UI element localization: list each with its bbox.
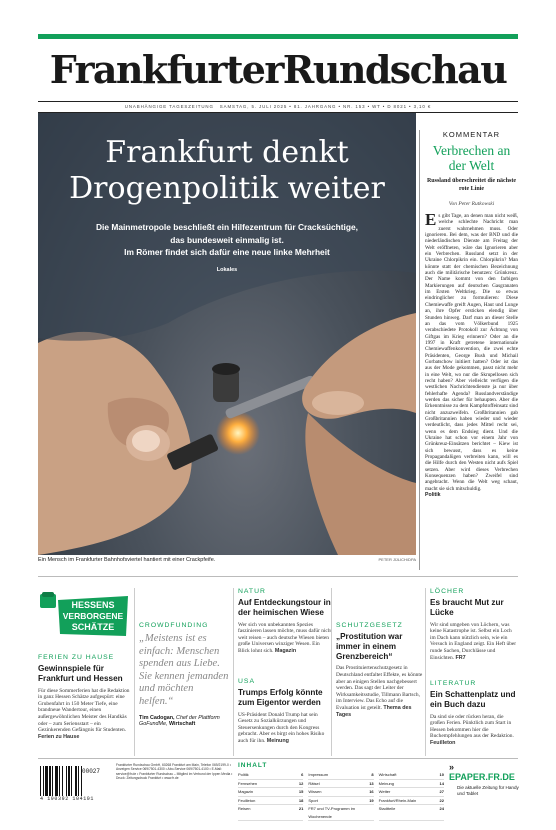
- teaser-section-ref[interactable]: Meinung: [266, 737, 289, 744]
- teaser-title[interactable]: Gewinnspiele für Frankfurt und Hessen: [38, 664, 123, 683]
- toc-label: Politik: [238, 772, 249, 777]
- drop-cap: E: [425, 210, 437, 229]
- teaser-kicker: LÖCHER: [430, 588, 465, 595]
- teaser-title[interactable]: Trumps Erfolg könnte zum Eigentor werden: [238, 688, 323, 707]
- teaser-text: Da sind sie oder rücken heran, die großen Ferien. Pünktlich zum Start in Hessen bekommen hier die Buchempfehlungen aus der Redaktion.: [430, 713, 514, 740]
- hero-photo[interactable]: [38, 113, 416, 555]
- toc-label: Impressum: [308, 772, 329, 777]
- divider: [38, 758, 518, 759]
- toc-title: INHALT: [238, 762, 268, 769]
- toc-item[interactable]: [238, 771, 303, 780]
- teaser-schutzgesetz[interactable]: [336, 622, 424, 718]
- quote-source-name: Tim Cadogan,: [139, 714, 175, 721]
- teaser-kicker: CROWDFUNDING: [139, 622, 209, 629]
- commentary-body: [425, 210, 518, 499]
- toc-page: 18: [298, 797, 304, 803]
- issue-date: SAMSTAG, 5. JULI 2025 • 81. JAHRGANG • NR. 153 • WT • D 8021 • 3,10 €: [219, 104, 432, 109]
- toc-item[interactable]: [308, 771, 373, 780]
- commentary-column[interactable]: [425, 130, 518, 498]
- commentary-title[interactable]: Verbrechen an der Welt: [432, 143, 511, 173]
- toc-page: 10: [439, 772, 444, 777]
- hero-headline[interactable]: [38, 135, 416, 207]
- toc-label: FR7 und TV-Programm im Wochenende: [308, 806, 355, 819]
- teaser-title[interactable]: Auf Entdeckungstour in der heimischen Wiese: [238, 598, 331, 617]
- toc-item[interactable]: [238, 780, 303, 789]
- hero-headline-line: Drogenpolitik weiter: [69, 171, 385, 206]
- toc-page: 15: [298, 789, 304, 794]
- teaser-section-ref[interactable]: Feuilleton: [430, 739, 456, 746]
- brand-color-bar: [38, 34, 518, 39]
- teaser-text: Wir sind umgeben von Löchern, was keine Katastrophe ist. Selbst ein Loch im Dach kann nützlich sein, wie ein Versuch in England zeigt. Ein Heft über runde Sachen, Durchlässe und Einsichten.: [430, 621, 517, 661]
- teaser-kicker: FERIEN ZU HAUSE: [38, 654, 115, 661]
- teaser-section-ref[interactable]: Ferien zu Hause: [38, 733, 80, 740]
- toc-label: Sport: [308, 797, 318, 803]
- toc-page: 12: [298, 780, 304, 786]
- badge-line-3: SCHÄTZE: [71, 622, 115, 632]
- divider: [38, 576, 518, 577]
- toc-label: Feuilleton: [238, 797, 256, 803]
- toc-label: Frankfurt/Rhein-Main: [378, 797, 417, 803]
- toc-item[interactable]: [379, 805, 444, 821]
- toc-label: Wirtschaft: [378, 772, 397, 777]
- teaser-literatur[interactable]: [430, 680, 518, 747]
- column-divider: [233, 588, 234, 756]
- column-divider: [134, 588, 135, 756]
- teaser-section-ref[interactable]: Thema des Tages: [336, 704, 412, 718]
- commentary-text: s gibt Tage, an denen man nicht weiß, welche schlechte Nachricht man zuerst wahrnehmen muss. Oder ignorieren. Bei dem, was der BND und die niederländischen Dienste am Freitag der Welt eröffneten, wäre das Ignorieren aber ein Verbrechen. Russland setzt in der Ukraine Chlorpikrin ein. Chlorpikrin? Man könnte statt der chemischen Bezeichnung auch die militärische benutzen: Grünkreuz. Der Name kommt von den farbigen Markierungen auf deutschen Gasgranaten im Ersten Weltkrieg. Die so etwas eindringlicher zu formulieren: Diese Chemiewaffe greift Augen, Haut und Lunge an, ihre Opfer ersticken elendig über Stunden hinweg. Darf man an dieser Stelle an das vom Völkerbund 1925 verabschiedete Protokoll zur Ächtung von Giftgas im Krieg erinnern? Oder an die 1997 in Kraft getretene internationale Chemiewaffenkonvention, die zwei echte Präsidenten, George Bush und Michail Gorbatschow initiiert hatten? Oder ist das aus der Mode gekommen, passt nicht mehr in eine Welt, wo nur die Skrupellosen sich recht haben? Aber vielleicht verfügen die westlichen Nachrichtendienste ja nur über fehlerhafte Agenda? Russlandverständige werden das sicher für behaupten. Aber die Erkenntnisse zu dem Kampfstoffeinsatz sind nicht anzuzweifeln. Großbritannien gab Großbritannien haben wieder und wieder verdeutlicht, dass jedes Mittel recht sei, wenn es dem Endsieg dient. Und die Ukraine hat schon vor einem Jahr von Grünkreuz-Einsätzen berichtet – Kiew ist sich bewusst, dass es keine Propagandalügen verbreiten kann, will es die Hilfe durch den Westen nicht aufs Spiel setzen. Aber wird dieses Verbrechen Konsequenzen haben? Zweifel sind angebracht. Wenn die Welt weg schaut, macht sie sich mitschuldig.: [425, 213, 518, 492]
- imprint: Frankfurter Rundschau GmbH, 60268 Frankfurt am Main, Telefon 069/2199-0 • Anzeigen Service 069/7501-4300 • Abo-Service 069/7501-4100 • E-Mail: service@fr.de • Frankfurter Rundschau – Mitglied im Verbund der Ippen Media • Druck: Zeitungsdruck Frankfurt • www.fr.de: [116, 763, 233, 780]
- barcode: [40, 766, 102, 812]
- barcode-digits: 4 190392 104101: [40, 796, 95, 802]
- toc-page: 8: [371, 772, 374, 777]
- tagline: UNABHÄNGIGE TAGESZEITUNG: [124, 104, 214, 109]
- toc-item[interactable]: [379, 797, 444, 806]
- issue-meta: [38, 104, 518, 109]
- teaser-body: [336, 665, 424, 718]
- epaper-text: Die aktuelle Zeitung für Handy und Tablet: [457, 785, 519, 796]
- hero-subheadline: [82, 221, 372, 259]
- commentary-author: Von Peter Rutkowski: [448, 201, 495, 207]
- epaper-arrow-icon: »: [449, 762, 455, 772]
- toc-item[interactable]: [379, 771, 444, 780]
- column-divider: [331, 588, 332, 756]
- commentary-section-ref[interactable]: Politik: [425, 492, 441, 499]
- hero-section-ref[interactable]: Lokales: [216, 267, 238, 273]
- teaser-title[interactable]: Es braucht Mut zur Lücke: [430, 598, 504, 617]
- teaser-body: [430, 622, 518, 662]
- toc-page: 14: [439, 780, 444, 786]
- table-of-contents: [238, 762, 444, 821]
- toc-page: 19: [369, 797, 374, 803]
- teaser-ferien[interactable]: [38, 654, 130, 740]
- toc-item[interactable]: [238, 797, 303, 806]
- toc-label: Fernsehen: [238, 780, 258, 786]
- teaser-title[interactable]: „Prostitution war immer in einem Grenzbereich“: [336, 632, 403, 661]
- commentary-subtitle: Russland überschreitet die nächste rote Linie: [426, 178, 517, 192]
- teaser-usa[interactable]: [238, 678, 332, 745]
- masthead-logo: FrankfurterRundschau: [49, 47, 507, 92]
- teaser-quote: „Meistens ist es einfach: Menschen spenden aus Liebe. Sie kennen jemanden und möchten helfen.“: [139, 633, 229, 707]
- teaser-text: Für diese Sommerferien hat die Redaktion in ganz Hessen Schätze aufgespürt: eine Grubenfahrt in 150 Meter Tiefe, eine brandneue Wandertour, einen außergewöhnlichen Meister des Handkäs oder – zum Seriensstart – ein Gezinkerenden Gefängnis für Studenten.: [38, 687, 130, 734]
- toc-item[interactable]: [308, 797, 373, 806]
- toc-label: Wetter: [378, 789, 391, 794]
- toc-page: 27: [439, 789, 444, 794]
- treasure-badge-icon: [38, 590, 130, 640]
- teaser-body: [238, 712, 332, 745]
- commentary-kicker: KOMMENTAR: [442, 130, 501, 139]
- toc-label: Meinung: [378, 780, 394, 786]
- quote-source-role: Chef der Plattform GoFundMe,: [139, 714, 220, 728]
- hero-headline-line: Frankfurt denkt: [105, 135, 349, 170]
- teaser-kicker: NATUR: [238, 588, 266, 595]
- teaser-text: Das Prostituiertenschutzgesetz in Deutschland entfaltet Effekte, es könnte aber an einigen Stellen nachgebessert werden. Das sagt der Leiter der Wirksamkeitsstudie, Tillmann Bartsch, im Interview. Das Echo auf die Evaluation ist geteilt.: [336, 665, 423, 711]
- toc-page: 16: [369, 789, 374, 794]
- teaser-crowdfunding[interactable]: [139, 622, 229, 728]
- teaser-loecher[interactable]: [430, 588, 518, 661]
- hero-sub-line: Im Römer findet sich dafür eine neue linke Mehrheit: [124, 247, 330, 257]
- epaper-promo[interactable]: [449, 762, 519, 797]
- teaser-natur[interactable]: [238, 588, 332, 655]
- photo-caption: [38, 557, 416, 563]
- teaser-text: US-Präsident Donald Trump hat sein Gesetz zu Sozialkürzungen und Steuersenkungen durch den Kongress gebracht. Aber es birgt ein hohes Risiko auch für ihn.: [238, 711, 325, 744]
- toc-item[interactable]: [379, 780, 444, 789]
- teaser-kicker: LITERATUR: [430, 680, 477, 687]
- toc-item[interactable]: [238, 788, 303, 797]
- column-divider: [419, 130, 420, 570]
- toc-item[interactable]: [308, 805, 373, 821]
- photo-credit: PETER JÜLICH/DPA: [378, 557, 416, 562]
- teaser-title[interactable]: Ein Schattenplatz und ein Buch dazu: [430, 690, 516, 709]
- badge-line-1: HESSENS: [71, 600, 115, 610]
- epaper-logo-text: EPAPER.FR.DE: [449, 772, 515, 782]
- column-divider: [425, 588, 426, 756]
- toc-label: Reisen: [238, 806, 251, 811]
- teaser-body: [430, 714, 518, 747]
- toc-item[interactable]: [308, 780, 373, 789]
- caption-text: Ein Mensch im Frankfurter Bahnhofsviertel hantiert mit einer Crackpfeife.: [38, 557, 216, 563]
- toc-label: Magazin: [238, 789, 254, 794]
- toc-grid: [238, 771, 444, 821]
- badge-line-2: VERBORGENE: [62, 611, 124, 621]
- divider: [38, 101, 518, 102]
- toc-item[interactable]: [379, 788, 444, 797]
- toc-page: 13: [369, 780, 374, 786]
- teaser-section-ref[interactable]: Magazin: [274, 647, 297, 654]
- toc-page: 21: [298, 806, 304, 811]
- toc-label: Stadtteile: [378, 806, 396, 811]
- teaser-kicker: SCHUTZGESETZ: [336, 622, 403, 629]
- teaser-section-ref[interactable]: FR7: [455, 654, 466, 661]
- quote-source: [139, 715, 229, 728]
- hero-sub-line: das bundesweit einmalig ist.: [170, 234, 284, 245]
- teaser-section-ref[interactable]: Wirtschaft: [168, 721, 196, 728]
- toc-item[interactable]: [238, 805, 303, 821]
- hessens-verborgene-schaetze-badge[interactable]: [38, 590, 130, 640]
- teaser-body: [38, 688, 130, 741]
- epaper-logo[interactable]: [449, 762, 519, 782]
- toc-item[interactable]: [308, 788, 373, 797]
- hero-sub-line: Die Mainmetropole beschließt ein Hilfezentrum für Cracksüchtige,: [95, 222, 358, 232]
- issue-code: 00027: [82, 768, 101, 775]
- toc-page: 22: [439, 797, 444, 803]
- toc-page: 24: [439, 806, 444, 811]
- teaser-text: Wer sich von unbekannten Spezies faszinieren lassen möchte, muss dafür nicht weit reisen – auch deutsche Wiesen bieten große Universen winziger Wesen. Ein Blick lohnt sich.: [238, 621, 333, 654]
- toc-label: Wissen: [308, 789, 322, 794]
- toc-label: Rätsel: [308, 780, 320, 786]
- teaser-kicker: USA: [238, 678, 255, 685]
- toc-page: 6: [301, 772, 304, 777]
- teaser-body: [238, 622, 332, 655]
